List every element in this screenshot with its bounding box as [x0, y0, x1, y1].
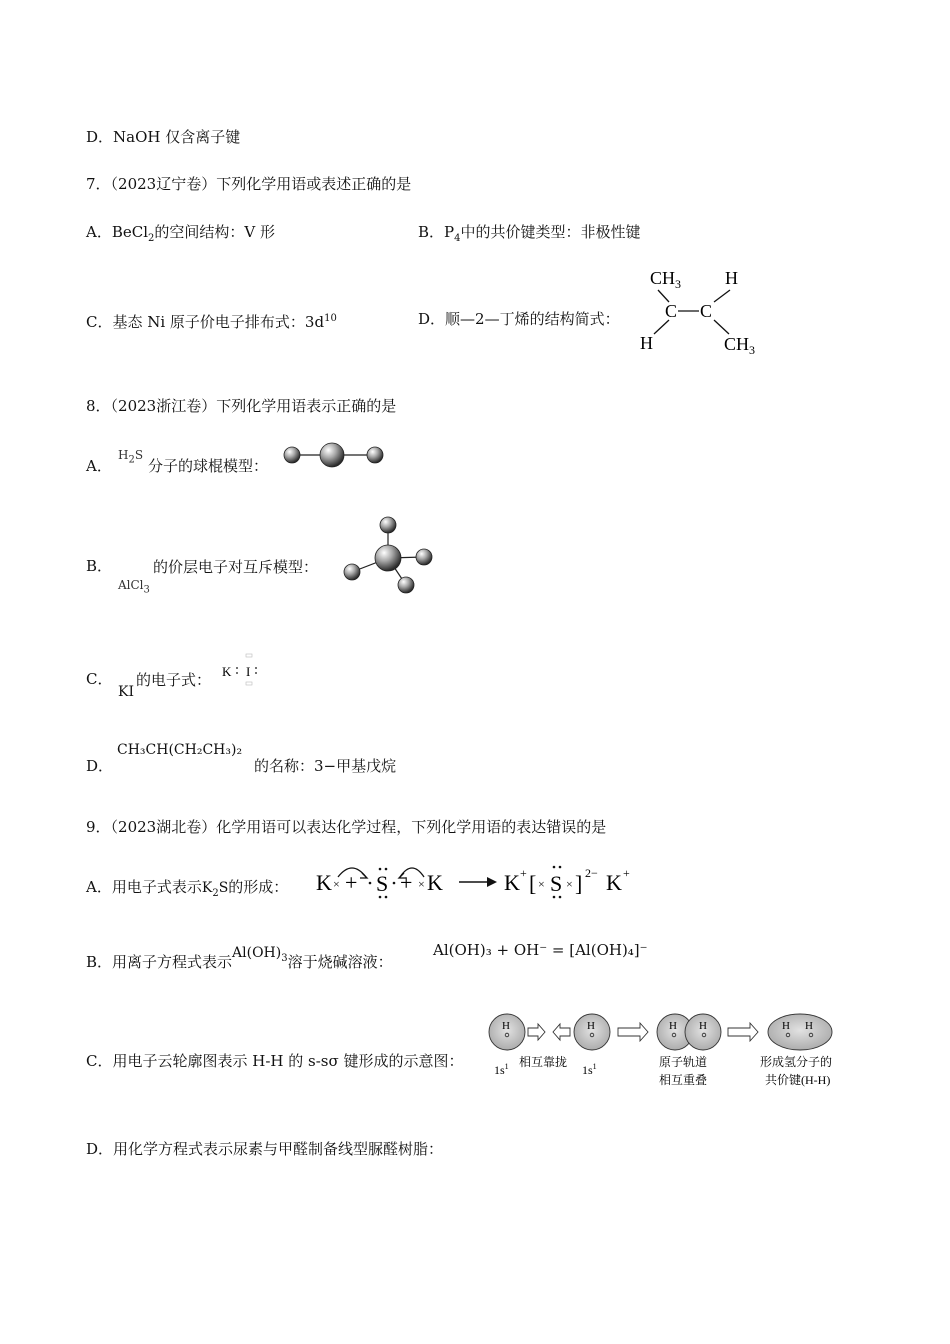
svg-text:H: H — [805, 1020, 813, 1032]
q9-option-b: B．用离子方程式表示$Al(OH)_3$溶于烧碱溶液： — [86, 945, 393, 971]
q7-option-b: B．$P_4$中的共价键类型：非极性键 — [418, 223, 641, 244]
svg-text:+: + — [623, 866, 630, 880]
q8-c-formula: KI — [118, 684, 134, 700]
svg-text:H: H — [502, 1020, 510, 1032]
svg-text:×: × — [333, 877, 340, 891]
q8-option-a: A． — [86, 457, 112, 475]
q9-option-c: C．用电子云轮廓图表示 H-H 的 s-sσ 键形成的示意图： — [86, 1052, 464, 1070]
q9-b-ionic-equation: Al(OH)₃ + OH⁻ = [Al(OH)₄]⁻ — [433, 941, 648, 959]
svg-text:+: + — [520, 866, 527, 880]
svg-text:×: × — [566, 877, 573, 891]
q7-option-a: A．BeCl$_2$的空间结构：V 形 — [86, 223, 275, 244]
svg-text:K: K — [427, 870, 443, 895]
svg-text:K: K — [606, 870, 622, 895]
svg-text:I: I — [246, 664, 251, 679]
svg-text:H: H — [699, 1020, 707, 1032]
svg-text:2−: 2− — [585, 866, 598, 880]
svg-text:原子轨道: 原子轨道 — [659, 1055, 708, 1069]
svg-text:共价键(H-H): 共价键(H-H) — [765, 1073, 831, 1087]
s-s-sigma-bond-diagram — [482, 1008, 862, 1094]
svg-text:1s1: $1s^1$ — [582, 1062, 597, 1077]
svg-text:K: K — [504, 870, 520, 895]
cis-2-butene-structure — [632, 262, 772, 362]
q9-option-a: A．用电子式表示$K_2S$的形成： — [86, 878, 289, 899]
h2s-ball-stick-model — [280, 440, 390, 474]
q6-option-d: D．NaOH 仅含离子键 — [86, 128, 241, 146]
cis-h-top: H — [725, 268, 738, 288]
q7-option-d: D．顺—2—丁烯的结构简式： — [418, 310, 620, 328]
q8-option-b: B． — [86, 557, 113, 575]
ki-electron-dot-formula — [218, 650, 268, 690]
q8-c-text: 的电子式： — [136, 671, 212, 689]
svg-text:S: S — [550, 871, 563, 896]
cis-c-left: C — [665, 301, 678, 321]
q8-d-text: 的名称：3−甲基戊烷 — [254, 757, 397, 775]
q7-stem: 7．（2023辽宁卷）下列化学用语或表述正确的是 — [86, 175, 412, 193]
k2s-formation-electron-dot — [314, 857, 644, 903]
svg-text:相互靠拢: 相互靠拢 — [519, 1055, 568, 1069]
svg-text:]: ] — [575, 871, 583, 896]
svg-text:K: K — [316, 870, 332, 895]
q7-option-c: C．基态 Ni 原子价电子排布式：$3d^{10}$ — [86, 313, 337, 331]
q8-b-formula: AlCl$_3$ — [118, 578, 150, 596]
alcl3-vsepr-model — [340, 512, 440, 600]
svg-text:H: H — [669, 1020, 677, 1032]
svg-text:H: H — [782, 1020, 790, 1032]
q8-option-d: D． — [86, 757, 114, 775]
svg-text:[: [ — [529, 871, 537, 896]
svg-text:K: K — [222, 664, 232, 679]
svg-text:×: × — [418, 877, 425, 891]
svg-text:H: H — [587, 1020, 595, 1032]
q8-b-text: 的价层电子对互斥模型： — [153, 558, 319, 576]
svg-text:+: + — [400, 870, 413, 895]
q8-stem: 8．（2023浙江卷）下列化学用语表示正确的是 — [86, 397, 397, 415]
q8-d-formula: CH₃CH(CH₂CH₃)₂ — [117, 742, 243, 758]
svg-text:×: × — [538, 877, 545, 891]
svg-text:1s1: $1s^1$ — [494, 1062, 509, 1077]
svg-text:形成氢分子的: 形成氢分子的 — [760, 1055, 833, 1069]
svg-text:+: + — [345, 870, 358, 895]
q9-option-d: D．用化学方程式表示尿素与甲醛制备线型脲醛树脂： — [86, 1140, 444, 1158]
q8-a-text: 分子的球棍模型： — [148, 457, 269, 475]
cis-h-bottom: H — [640, 333, 653, 353]
cis-ch3-top: $CH_3$ — [650, 268, 682, 291]
svg-text:相互重叠: 相互重叠 — [659, 1073, 708, 1087]
q9-stem: 9．（2023湖北卷）化学用语可以表达化学过程，下列化学用语的表达错误的是 — [86, 818, 607, 836]
q8-option-c: C． — [86, 670, 113, 688]
cis-c-right: C — [700, 301, 713, 321]
q8-a-formula: $H_2S$ — [118, 448, 144, 466]
svg-text:S: S — [376, 871, 389, 896]
cis-ch3-bottom: $CH_3$ — [724, 334, 756, 357]
